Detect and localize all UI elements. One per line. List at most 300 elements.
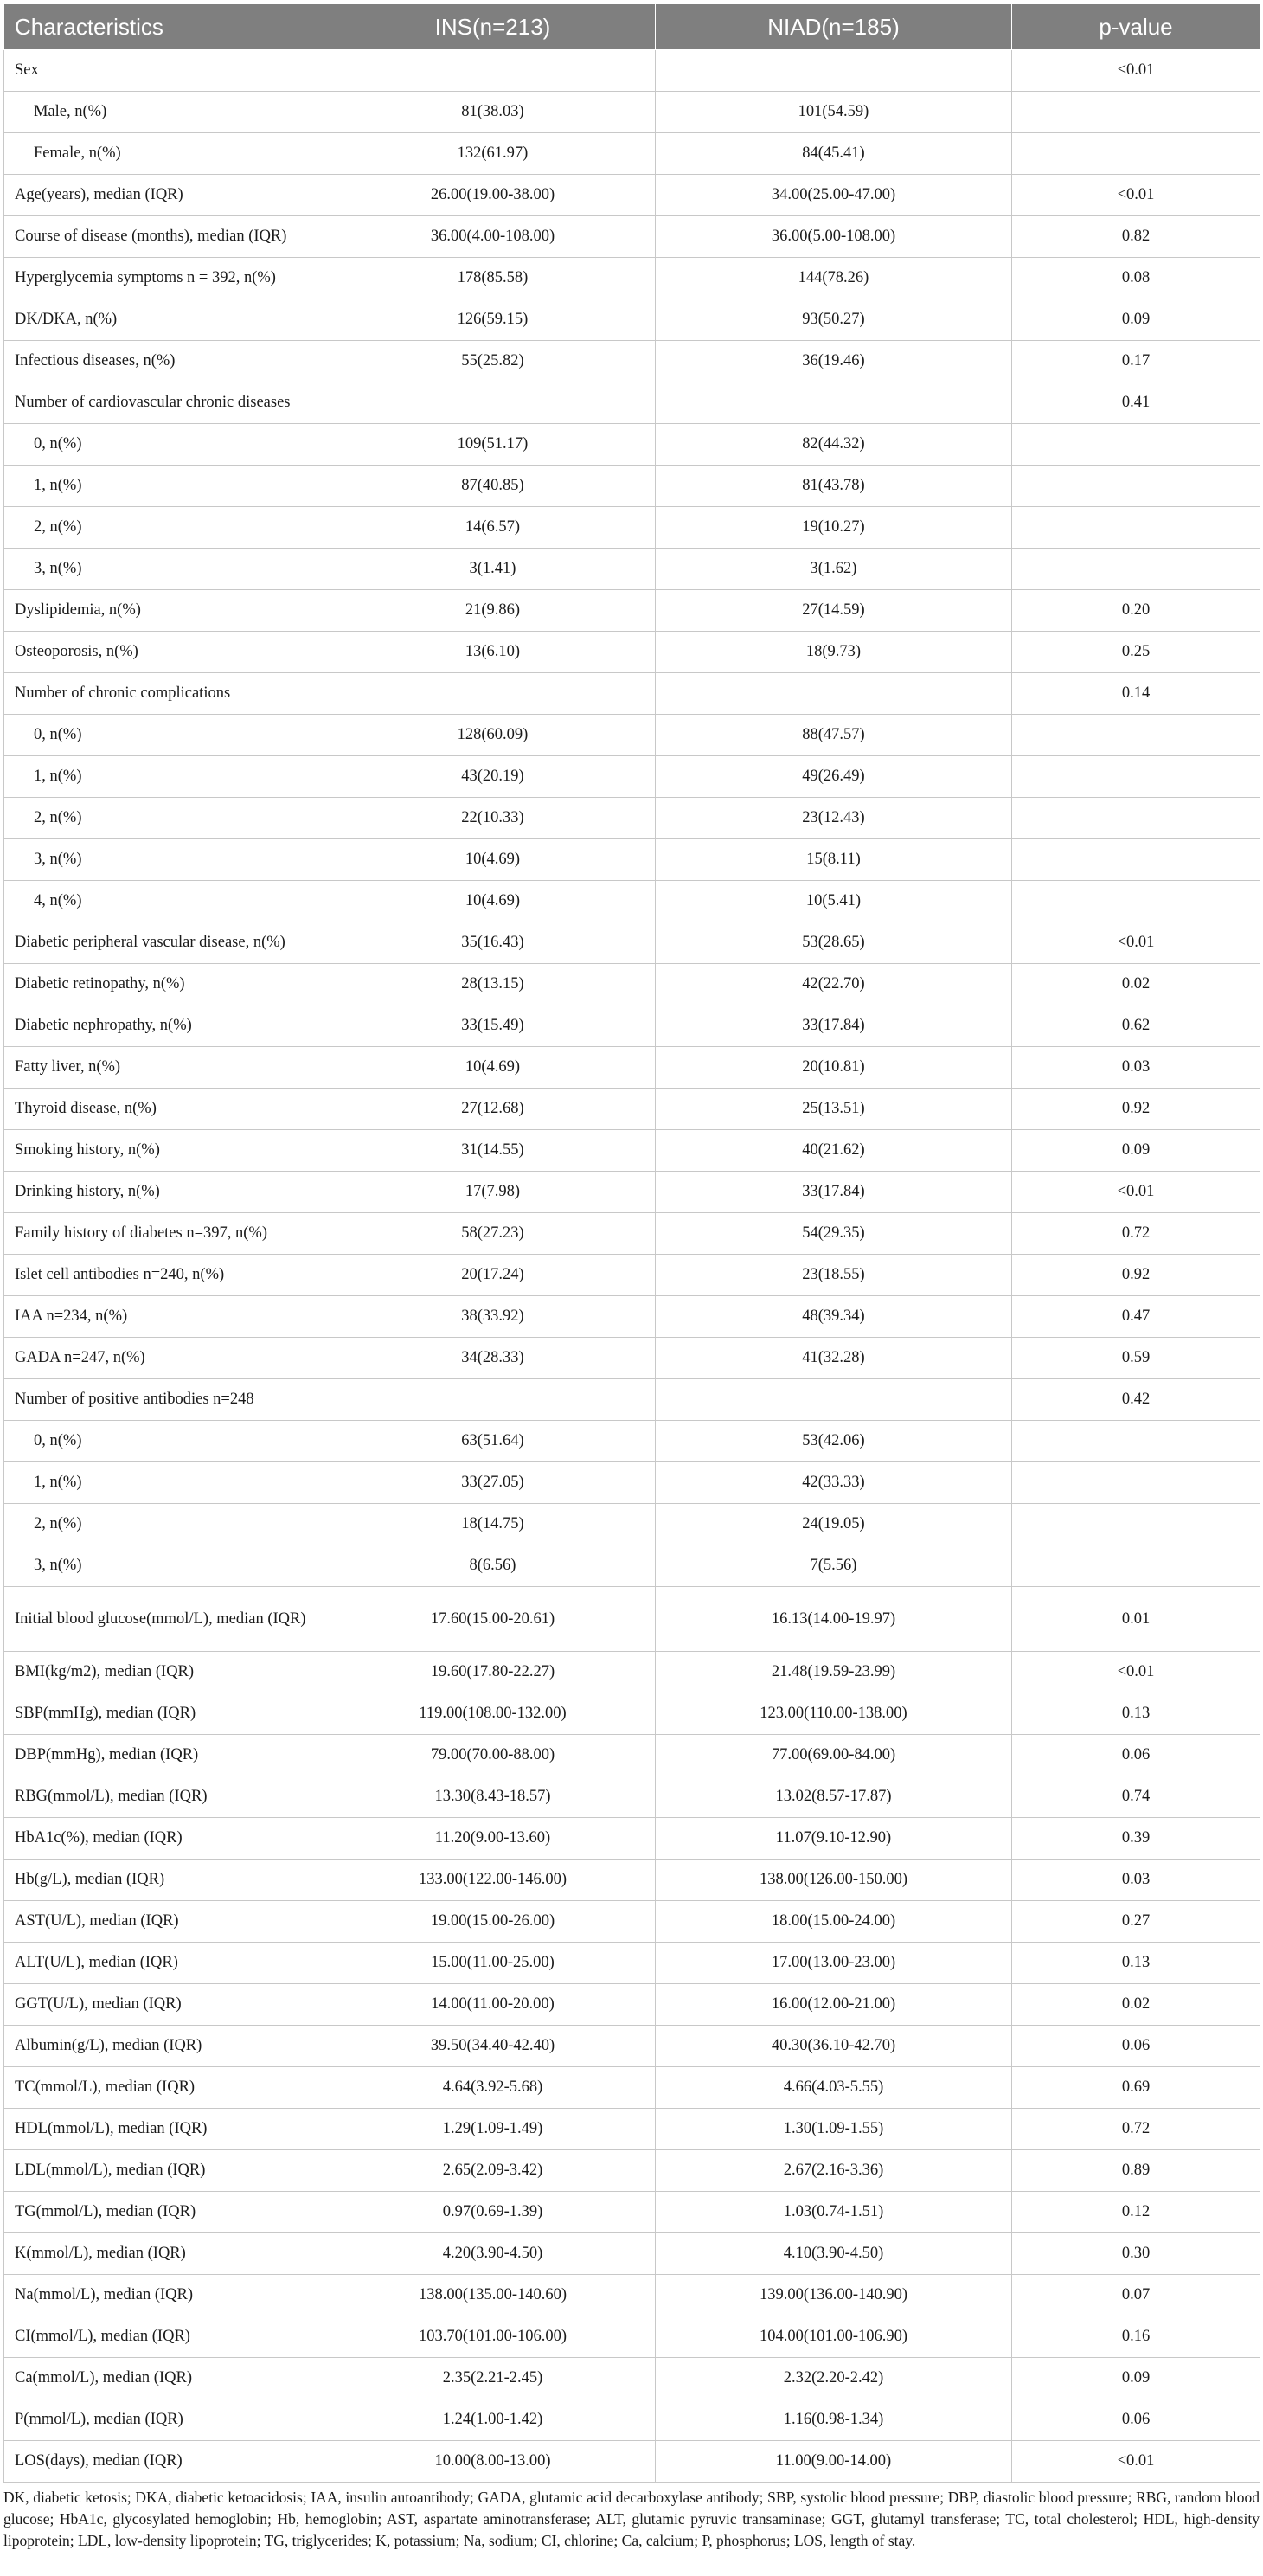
table-row: [4, 92, 1260, 133]
p-value: [1012, 424, 1260, 466]
table-row: [4, 673, 1260, 715]
table-row: [4, 299, 1260, 341]
niad-value: 48(39.34): [656, 1296, 1012, 1338]
row-label: LOS(days), median (IQR): [4, 2441, 330, 2483]
niad-value: 138.00(126.00-150.00): [656, 1860, 1012, 1901]
p-value: 0.74: [1012, 1776, 1260, 1818]
p-value: [1012, 1462, 1260, 1504]
p-value: 0.20: [1012, 590, 1260, 632]
niad-value: [656, 50, 1012, 92]
p-value: 0.92: [1012, 1089, 1260, 1130]
ins-value: 35(16.43): [330, 922, 656, 964]
p-value: 0.06: [1012, 2399, 1260, 2441]
ins-value: 11.20(9.00-13.60): [330, 1818, 656, 1860]
niad-value: [656, 382, 1012, 424]
niad-value: 53(42.06): [656, 1421, 1012, 1462]
niad-value: 36.00(5.00-108.00): [656, 216, 1012, 258]
p-value: 0.03: [1012, 1860, 1260, 1901]
ins-value: 21(9.86): [330, 590, 656, 632]
row-label: Ca(mmol/L), median (IQR): [4, 2358, 330, 2399]
table-row: [4, 258, 1260, 299]
table-row: [4, 1172, 1260, 1213]
table-row: [4, 2109, 1260, 2150]
table-row: [4, 2067, 1260, 2109]
table-row: [4, 1338, 1260, 1379]
niad-value: 41(32.28): [656, 1338, 1012, 1379]
row-label: 0, n(%): [4, 424, 330, 466]
row-label: GGT(U/L), median (IQR): [4, 1984, 330, 2026]
row-label: LDL(mmol/L), median (IQR): [4, 2150, 330, 2192]
ins-value: 1.24(1.00-1.42): [330, 2399, 656, 2441]
row-label: Diabetic peripheral vascular disease, n(%): [4, 922, 330, 964]
table-row: [4, 1943, 1260, 1984]
niad-value: 15(8.11): [656, 839, 1012, 881]
ins-value: 8(6.56): [330, 1545, 656, 1587]
row-label: Male, n(%): [4, 92, 330, 133]
ins-value: 4.64(3.92-5.68): [330, 2067, 656, 2109]
ins-value: 119.00(108.00-132.00): [330, 1693, 656, 1735]
row-label: SBP(mmHg), median (IQR): [4, 1693, 330, 1735]
p-value: [1012, 549, 1260, 590]
table-row: [4, 881, 1260, 922]
ins-value: 109(51.17): [330, 424, 656, 466]
row-label: 1, n(%): [4, 1462, 330, 1504]
row-label: DBP(mmHg), median (IQR): [4, 1735, 330, 1776]
table-row: [4, 341, 1260, 382]
niad-value: 49(26.49): [656, 756, 1012, 798]
table-footnote: DK, diabetic ketosis; DKA, diabetic ketoacidosis; IAA, insulin autoantibody; GADA, glutamic acid decarboxylase antibody; SBP, systolic blood pressure; DBP, diastolic blood pressure; RBG, random blood glucose; HbA1c, glycosylated hemoglobin; Hb, hemoglobin; AST, aspartate aminotransferase; ALT, glutamic pyruvic transaminase; GGT, glutamyl transferase; TC, total cholesterol; HDL, high-density lipoprotein; LDL, low-density lipoprotein; TG, triglycerides; K, potassium; Na, sodium; CI, chlorine; Ca, calcium; P, phosphorus; LOS, length of stay.: [3, 2489, 1260, 2549]
p-value: 0.39: [1012, 1818, 1260, 1860]
table-row: [4, 133, 1260, 175]
ins-value: 103.70(101.00-106.00): [330, 2316, 656, 2358]
table-row: [4, 1005, 1260, 1047]
p-value: [1012, 798, 1260, 839]
row-label: Number of positive antibodies n=248: [4, 1379, 330, 1421]
row-label: HbA1c(%), median (IQR): [4, 1818, 330, 1860]
p-value: 0.47: [1012, 1296, 1260, 1338]
p-value: [1012, 466, 1260, 507]
row-label: 0, n(%): [4, 715, 330, 756]
niad-value: 23(18.55): [656, 1255, 1012, 1296]
header-row: [4, 4, 1260, 50]
table-row: [4, 2192, 1260, 2233]
ins-value: 126(59.15): [330, 299, 656, 341]
ins-value: 81(38.03): [330, 92, 656, 133]
p-value: 0.06: [1012, 2026, 1260, 2067]
p-value: 0.09: [1012, 299, 1260, 341]
niad-value: 20(10.81): [656, 1047, 1012, 1089]
table-row: [4, 382, 1260, 424]
table-row: [4, 175, 1260, 216]
ins-value: 39.50(34.40-42.40): [330, 2026, 656, 2067]
ins-value: 13(6.10): [330, 632, 656, 673]
ins-value: 28(13.15): [330, 964, 656, 1005]
row-label: 1, n(%): [4, 466, 330, 507]
header-characteristics: Characteristics: [4, 4, 330, 50]
ins-value: 14(6.57): [330, 507, 656, 549]
row-label: Course of disease (months), median (IQR): [4, 216, 330, 258]
niad-value: 17.00(13.00-23.00): [656, 1943, 1012, 1984]
p-value: <0.01: [1012, 1172, 1260, 1213]
table-row: [4, 466, 1260, 507]
table-row: [4, 1587, 1260, 1652]
table-row: [4, 1421, 1260, 1462]
ins-value: 10(4.69): [330, 881, 656, 922]
ins-value: 20(17.24): [330, 1255, 656, 1296]
niad-value: 21.48(19.59-23.99): [656, 1652, 1012, 1693]
header-pvalue: p-value: [1012, 4, 1260, 50]
niad-value: 81(43.78): [656, 466, 1012, 507]
niad-value: [656, 1379, 1012, 1421]
niad-value: 82(44.32): [656, 424, 1012, 466]
ins-value: 38(33.92): [330, 1296, 656, 1338]
characteristics-table: [3, 3, 1260, 2483]
row-label: Drinking history, n(%): [4, 1172, 330, 1213]
ins-value: 178(85.58): [330, 258, 656, 299]
ins-value: 138.00(135.00-140.60): [330, 2275, 656, 2316]
row-label: 2, n(%): [4, 1504, 330, 1545]
niad-value: 7(5.56): [656, 1545, 1012, 1587]
row-label: P(mmol/L), median (IQR): [4, 2399, 330, 2441]
p-value: 0.62: [1012, 1005, 1260, 1047]
p-value: <0.01: [1012, 2441, 1260, 2483]
niad-value: 2.32(2.20-2.42): [656, 2358, 1012, 2399]
ins-value: 10(4.69): [330, 1047, 656, 1089]
table-row: [4, 2275, 1260, 2316]
niad-value: 11.00(9.00-14.00): [656, 2441, 1012, 2483]
row-label: TG(mmol/L), median (IQR): [4, 2192, 330, 2233]
niad-value: 10(5.41): [656, 881, 1012, 922]
row-label: Hb(g/L), median (IQR): [4, 1860, 330, 1901]
p-value: 0.13: [1012, 1693, 1260, 1735]
table-row: [4, 1545, 1260, 1587]
header-ins: INS(n=213): [330, 4, 656, 50]
p-value: 0.42: [1012, 1379, 1260, 1421]
table-body: [4, 50, 1260, 2483]
ins-value: 33(27.05): [330, 1462, 656, 1504]
row-label: Diabetic nephropathy, n(%): [4, 1005, 330, 1047]
ins-value: 19.00(15.00-26.00): [330, 1901, 656, 1943]
row-label: BMI(kg/m2), median (IQR): [4, 1652, 330, 1693]
ins-value: 17(7.98): [330, 1172, 656, 1213]
niad-value: 104.00(101.00-106.90): [656, 2316, 1012, 2358]
p-value: <0.01: [1012, 50, 1260, 92]
niad-value: 24(19.05): [656, 1504, 1012, 1545]
ins-value: [330, 1379, 656, 1421]
niad-value: 18(9.73): [656, 632, 1012, 673]
table-row: [4, 507, 1260, 549]
table-row: [4, 216, 1260, 258]
p-value: <0.01: [1012, 175, 1260, 216]
row-label: RBG(mmol/L), median (IQR): [4, 1776, 330, 1818]
table-row: [4, 590, 1260, 632]
niad-value: 23(12.43): [656, 798, 1012, 839]
row-label: TC(mmol/L), median (IQR): [4, 2067, 330, 2109]
p-value: [1012, 881, 1260, 922]
ins-value: 132(61.97): [330, 133, 656, 175]
row-label: Thyroid disease, n(%): [4, 1089, 330, 1130]
niad-value: 40.30(36.10-42.70): [656, 2026, 1012, 2067]
ins-value: 4.20(3.90-4.50): [330, 2233, 656, 2275]
p-value: [1012, 756, 1260, 798]
table-row: [4, 2150, 1260, 2192]
table-row: [4, 1089, 1260, 1130]
ins-value: 128(60.09): [330, 715, 656, 756]
row-label: Fatty liver, n(%): [4, 1047, 330, 1089]
niad-value: 1.16(0.98-1.34): [656, 2399, 1012, 2441]
table-row: [4, 1984, 1260, 2026]
p-value: 0.82: [1012, 216, 1260, 258]
niad-value: 144(78.26): [656, 258, 1012, 299]
table-row: [4, 1735, 1260, 1776]
table-row: [4, 1693, 1260, 1735]
table-row: [4, 632, 1260, 673]
ins-value: 15.00(11.00-25.00): [330, 1943, 656, 1984]
p-value: 0.59: [1012, 1338, 1260, 1379]
row-label: Hyperglycemia symptoms n = 392, n(%): [4, 258, 330, 299]
p-value: 0.13: [1012, 1943, 1260, 1984]
niad-value: 16.13(14.00-19.97): [656, 1587, 1012, 1652]
niad-value: 42(22.70): [656, 964, 1012, 1005]
p-value: 0.09: [1012, 1130, 1260, 1172]
niad-value: 1.03(0.74-1.51): [656, 2192, 1012, 2233]
table-row: [4, 1379, 1260, 1421]
ins-value: 0.97(0.69-1.39): [330, 2192, 656, 2233]
p-value: 0.01: [1012, 1587, 1260, 1652]
niad-value: 123.00(110.00-138.00): [656, 1693, 1012, 1735]
row-label: CI(mmol/L), median (IQR): [4, 2316, 330, 2358]
p-value: 0.41: [1012, 382, 1260, 424]
table-row: [4, 964, 1260, 1005]
table-row: [4, 1901, 1260, 1943]
p-value: 0.17: [1012, 341, 1260, 382]
p-value: 0.16: [1012, 2316, 1260, 2358]
row-label: 2, n(%): [4, 507, 330, 549]
table-row: [4, 1818, 1260, 1860]
row-label: 3, n(%): [4, 839, 330, 881]
header-niad: NIAD(n=185): [656, 4, 1012, 50]
row-label: Smoking history, n(%): [4, 1130, 330, 1172]
row-label: Osteoporosis, n(%): [4, 632, 330, 673]
ins-value: 10(4.69): [330, 839, 656, 881]
p-value: 0.72: [1012, 2109, 1260, 2150]
p-value: 0.08: [1012, 258, 1260, 299]
niad-value: 19(10.27): [656, 507, 1012, 549]
niad-value: 2.67(2.16-3.36): [656, 2150, 1012, 2192]
table-row: [4, 2399, 1260, 2441]
p-value: 0.25: [1012, 632, 1260, 673]
row-label: 3, n(%): [4, 549, 330, 590]
table-row: [4, 1255, 1260, 1296]
p-value: 0.69: [1012, 2067, 1260, 2109]
table-row: [4, 2441, 1260, 2483]
ins-value: 87(40.85): [330, 466, 656, 507]
table-row: [4, 1047, 1260, 1089]
p-value: [1012, 715, 1260, 756]
row-label: Family history of diabetes n=397, n(%): [4, 1213, 330, 1255]
row-label: 2, n(%): [4, 798, 330, 839]
p-value: 0.12: [1012, 2192, 1260, 2233]
ins-value: 17.60(15.00-20.61): [330, 1587, 656, 1652]
p-value: 0.07: [1012, 2275, 1260, 2316]
row-label: Number of cardiovascular chronic diseases: [4, 382, 330, 424]
niad-value: 40(21.62): [656, 1130, 1012, 1172]
row-label: Infectious diseases, n(%): [4, 341, 330, 382]
ins-value: 13.30(8.43-18.57): [330, 1776, 656, 1818]
row-label: 4, n(%): [4, 881, 330, 922]
row-label: AST(U/L), median (IQR): [4, 1901, 330, 1943]
row-label: Albumin(g/L), median (IQR): [4, 2026, 330, 2067]
p-value: <0.01: [1012, 1652, 1260, 1693]
niad-value: 34.00(25.00-47.00): [656, 175, 1012, 216]
p-value: 0.09: [1012, 2358, 1260, 2399]
niad-value: 36(19.46): [656, 341, 1012, 382]
ins-value: 27(12.68): [330, 1089, 656, 1130]
table-row: [4, 1462, 1260, 1504]
table-row: [4, 2233, 1260, 2275]
row-label: K(mmol/L), median (IQR): [4, 2233, 330, 2275]
row-label: Female, n(%): [4, 133, 330, 175]
ins-value: [330, 382, 656, 424]
table-row: [4, 1776, 1260, 1818]
ins-value: 33(15.49): [330, 1005, 656, 1047]
row-label: Sex: [4, 50, 330, 92]
ins-value: 18(14.75): [330, 1504, 656, 1545]
ins-value: 10.00(8.00-13.00): [330, 2441, 656, 2483]
p-value: [1012, 133, 1260, 175]
ins-value: 79.00(70.00-88.00): [330, 1735, 656, 1776]
ins-value: 34(28.33): [330, 1338, 656, 1379]
row-label: Diabetic retinopathy, n(%): [4, 964, 330, 1005]
row-label: HDL(mmol/L), median (IQR): [4, 2109, 330, 2150]
row-label: Initial blood glucose(mmol/L), median (IQR): [4, 1587, 330, 1652]
row-label: Islet cell antibodies n=240, n(%): [4, 1255, 330, 1296]
niad-value: 11.07(9.10-12.90): [656, 1818, 1012, 1860]
table-row: [4, 715, 1260, 756]
row-label: DK/DKA, n(%): [4, 299, 330, 341]
p-value: 0.06: [1012, 1735, 1260, 1776]
niad-value: 27(14.59): [656, 590, 1012, 632]
niad-value: 18.00(15.00-24.00): [656, 1901, 1012, 1943]
niad-value: 4.66(4.03-5.55): [656, 2067, 1012, 2109]
p-value: 0.89: [1012, 2150, 1260, 2192]
table-row: [4, 1213, 1260, 1255]
row-label: ALT(U/L), median (IQR): [4, 1943, 330, 1984]
table-row: [4, 798, 1260, 839]
niad-value: 139.00(136.00-140.90): [656, 2275, 1012, 2316]
niad-value: 25(13.51): [656, 1089, 1012, 1130]
p-value: 0.30: [1012, 2233, 1260, 2275]
row-label: Age(years), median (IQR): [4, 175, 330, 216]
p-value: 0.14: [1012, 673, 1260, 715]
row-label: 0, n(%): [4, 1421, 330, 1462]
table-row: [4, 756, 1260, 798]
niad-value: 1.30(1.09-1.55): [656, 2109, 1012, 2150]
p-value: 0.27: [1012, 1901, 1260, 1943]
table-row: [4, 1130, 1260, 1172]
niad-value: 101(54.59): [656, 92, 1012, 133]
p-value: [1012, 92, 1260, 133]
niad-value: 16.00(12.00-21.00): [656, 1984, 1012, 2026]
table-row: [4, 2026, 1260, 2067]
ins-value: 43(20.19): [330, 756, 656, 798]
p-value: 0.72: [1012, 1213, 1260, 1255]
ins-value: 2.35(2.21-2.45): [330, 2358, 656, 2399]
p-value: 0.92: [1012, 1255, 1260, 1296]
table-row: [4, 1504, 1260, 1545]
table-row: [4, 1860, 1260, 1901]
niad-value: 33(17.84): [656, 1005, 1012, 1047]
characteristics-table-container: [3, 3, 1260, 2483]
ins-value: 22(10.33): [330, 798, 656, 839]
ins-value: 19.60(17.80-22.27): [330, 1652, 656, 1693]
ins-value: 31(14.55): [330, 1130, 656, 1172]
row-label: GADA n=247, n(%): [4, 1338, 330, 1379]
p-value: [1012, 507, 1260, 549]
niad-value: 13.02(8.57-17.87): [656, 1776, 1012, 1818]
ins-value: [330, 673, 656, 715]
row-label: 1, n(%): [4, 756, 330, 798]
ins-value: 2.65(2.09-3.42): [330, 2150, 656, 2192]
table-row: [4, 424, 1260, 466]
p-value: 0.02: [1012, 1984, 1260, 2026]
ins-value: 58(27.23): [330, 1213, 656, 1255]
p-value: [1012, 1545, 1260, 1587]
row-label: Number of chronic complications: [4, 673, 330, 715]
p-value: [1012, 1504, 1260, 1545]
p-value: [1012, 1421, 1260, 1462]
table-header: [4, 4, 1260, 50]
row-label: Na(mmol/L), median (IQR): [4, 2275, 330, 2316]
niad-value: 93(50.27): [656, 299, 1012, 341]
niad-value: 4.10(3.90-4.50): [656, 2233, 1012, 2275]
niad-value: 84(45.41): [656, 133, 1012, 175]
niad-value: 42(33.33): [656, 1462, 1012, 1504]
niad-value: [656, 673, 1012, 715]
ins-value: 63(51.64): [330, 1421, 656, 1462]
niad-value: 33(17.84): [656, 1172, 1012, 1213]
ins-value: 36.00(4.00-108.00): [330, 216, 656, 258]
table-row: [4, 2316, 1260, 2358]
row-label: 3, n(%): [4, 1545, 330, 1587]
row-label: Dyslipidemia, n(%): [4, 590, 330, 632]
table-row: [4, 922, 1260, 964]
p-value: 0.02: [1012, 964, 1260, 1005]
table-row: [4, 50, 1260, 92]
p-value: <0.01: [1012, 922, 1260, 964]
ins-value: 1.29(1.09-1.49): [330, 2109, 656, 2150]
ins-value: 133.00(122.00-146.00): [330, 1860, 656, 1901]
ins-value: 26.00(19.00-38.00): [330, 175, 656, 216]
table-row: [4, 839, 1260, 881]
ins-value: 55(25.82): [330, 341, 656, 382]
ins-value: 14.00(11.00-20.00): [330, 1984, 656, 2026]
niad-value: 53(28.65): [656, 922, 1012, 964]
niad-value: 88(47.57): [656, 715, 1012, 756]
niad-value: 3(1.62): [656, 549, 1012, 590]
ins-value: [330, 50, 656, 92]
p-value: 0.03: [1012, 1047, 1260, 1089]
row-label: IAA n=234, n(%): [4, 1296, 330, 1338]
table-row: [4, 549, 1260, 590]
niad-value: 54(29.35): [656, 1213, 1012, 1255]
table-row: [4, 1652, 1260, 1693]
niad-value: 77.00(69.00-84.00): [656, 1735, 1012, 1776]
p-value: [1012, 839, 1260, 881]
table-row: [4, 1296, 1260, 1338]
table-row: [4, 2358, 1260, 2399]
ins-value: 3(1.41): [330, 549, 656, 590]
